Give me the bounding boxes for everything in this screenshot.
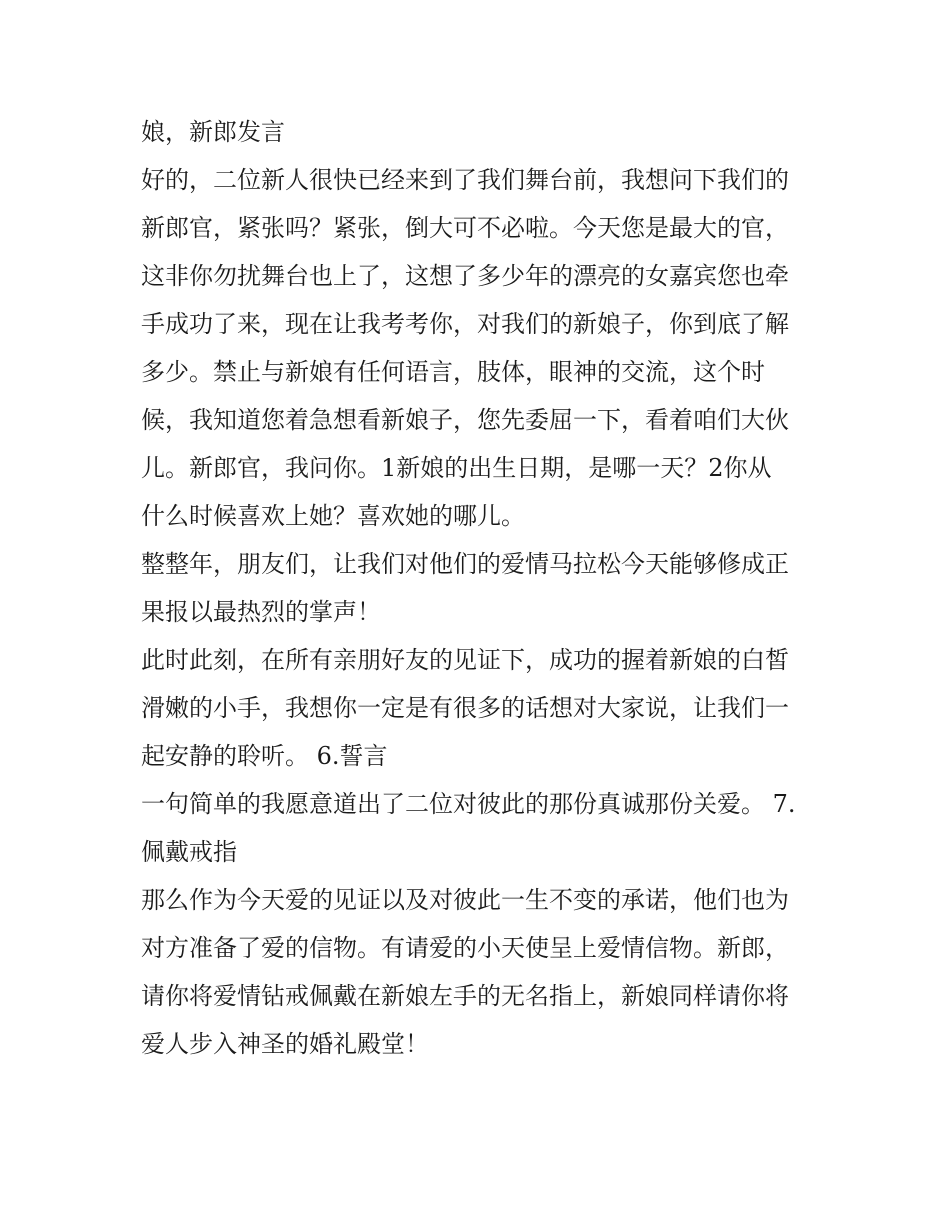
text-line: 佩戴戒指 — [141, 838, 237, 866]
text-line: 这非你勿扰舞台也上了，这想了多少年的漂亮的女嘉宾您也牵 — [141, 262, 789, 290]
text-line: 对方准备了爱的信物。有请爱的小天使呈上爱情信物。新郎， — [141, 934, 789, 962]
body-text — [141, 108, 821, 1068]
text-line: 娘，新郎发言 — [141, 118, 285, 146]
text-line: 起安静的聆听。 6.誓言 — [141, 742, 388, 770]
text-line: 整整年，朋友们，让我们对他们的爱情马拉松今天能够修成正 — [141, 550, 789, 578]
text-line: 那么作为今天爱的见证以及对彼此一生不变的承诺，他们也为 — [141, 886, 789, 914]
text-line: 爱人步入神圣的婚礼殿堂！ — [141, 1030, 429, 1058]
text-line: 候，我知道您着急想看新娘子，您先委屈一下，看着咱们大伙 — [141, 406, 789, 434]
text-line: 此时此刻，在所有亲朋好友的见证下，成功的握着新娘的白皙 — [141, 646, 789, 674]
text-line: 滑嫩的小手，我想你一定是有很多的话想对大家说，让我们一 — [141, 694, 789, 722]
text-line: 果报以最热烈的掌声！ — [141, 598, 381, 626]
text-line: 好的，二位新人很快已经来到了我们舞台前，我想问下我们的 — [141, 166, 789, 194]
text-line: 请你将爱情钻戒佩戴在新娘左手的无名指上，新娘同样请你将 — [141, 982, 789, 1010]
text-line: 手成功了来，现在让我考考你，对我们的新娘子，你到底了解 — [141, 310, 789, 338]
text-line: 多少。禁止与新娘有任何语言，肢体，眼神的交流，这个时 — [141, 358, 765, 386]
text-line: 一句简单的我愿意道出了二位对彼此的那份真诚那份关爱。 7. — [141, 790, 796, 818]
text-line: 儿。新郎官，我问你。1新娘的出生日期，是哪一天？2你从 — [141, 454, 772, 482]
text-line: 什么时候喜欢上她？喜欢她的哪儿。 — [141, 502, 525, 530]
text-line: 新郎官，紧张吗？紧张，倒大可不必啦。今天您是最大的官， — [141, 214, 789, 242]
